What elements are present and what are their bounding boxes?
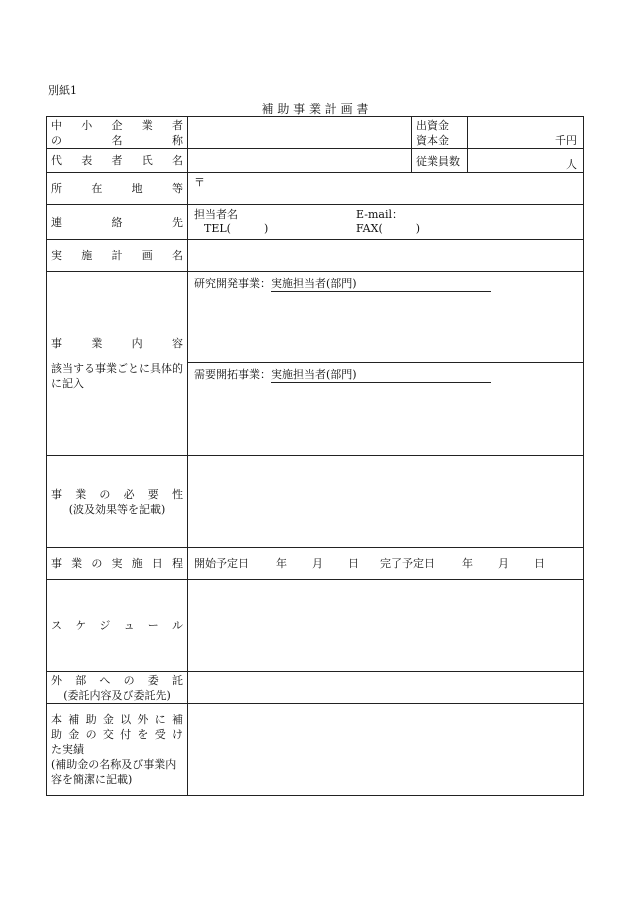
label-char: 施 [131,557,143,570]
row-representative [47,149,584,173]
label-char: 実 [51,249,62,262]
company-name-label [47,117,188,149]
address-field[interactable] [188,173,584,205]
label-char: 金 [102,713,114,726]
label-char: 代 [51,154,62,167]
start-label: 開始予定日 [194,556,249,570]
label-char: ジ [99,619,111,632]
label-text [51,215,183,230]
row-schedule [47,580,584,672]
label-char: 実 [111,557,123,570]
capital-unit: 千円 [555,134,577,147]
end-month: 月 [498,556,509,570]
form-title: 補 助 事 業 計 画 書 [261,102,369,116]
label-char: 事 [51,487,62,501]
necessity-label [47,456,188,548]
employees-label: 従業員数 [412,149,468,173]
label-text [51,248,183,263]
plan-name-label [47,240,188,272]
content-label [47,272,188,456]
start-year: 年 [276,556,287,570]
label-char: 画 [141,249,153,262]
schedule-label [47,580,188,672]
attachment-label: 別紙1 [48,84,77,97]
label-char: 内 [131,337,143,350]
label-char: 計 [111,249,123,262]
label-text [51,487,183,502]
label-char: 補 [171,713,183,726]
label-char: ュ [123,619,135,632]
label-char: 性 [171,487,183,501]
label-char: 託 [171,673,183,687]
dev-prefix: 需要開拓事業： [194,368,271,381]
label-char: 小 [81,118,93,132]
label-char: 業 [75,487,87,501]
label-char: 業 [71,557,83,570]
label-char: 外 [51,673,62,687]
label-char: 程 [171,557,183,570]
label-char: 称 [172,133,183,147]
label-char: に [154,713,166,726]
label-char: 本 [51,713,62,726]
label-char: 表 [81,154,93,167]
label-char: 必 [123,487,135,501]
content-note: 該当する事業ごとに具体的に記入 [51,362,183,390]
label-text [51,336,183,351]
postal-mark: 〒 [194,176,205,189]
label-char: の [85,728,97,741]
outsourcing-label [47,672,188,704]
label-char: ス [51,619,62,632]
company-name-field[interactable] [188,117,412,149]
start-day: 日 [348,556,359,570]
row-company [47,117,584,149]
row-contact [47,205,584,240]
rd-prefix: 研究開発事業： [194,277,271,290]
label-char: 容 [171,337,183,350]
label-char: 交 [102,728,114,741]
row-other-grants [47,704,584,796]
end-year: 年 [462,556,473,570]
necessity-field[interactable] [188,456,584,548]
label-char: 事 [51,557,62,570]
label-char: 者 [172,118,183,132]
label-char: を [137,728,149,741]
label-char: 受 [154,728,166,741]
label-char: 金 [68,728,80,741]
label-text [51,181,183,196]
schedule-field[interactable] [188,580,584,672]
outsourcing-field[interactable] [188,672,584,704]
outsourcing-note: (委託内容及び委託先) [63,688,171,702]
capital-field[interactable] [468,117,584,149]
row-necessity [47,456,584,548]
label-text [51,133,183,148]
label-char: け [171,728,183,741]
capital-label: 出資金 資本金 [412,117,468,149]
dev-section[interactable] [188,363,583,454]
label-char: ケ [75,619,87,632]
rd-section[interactable] [188,272,583,363]
label-char: 業 [91,337,103,350]
label-char: 先 [172,215,183,229]
label-char: 日 [151,557,163,570]
label-char: 助 [51,728,62,741]
label-char: 氏 [141,154,153,167]
label-char: ー [147,619,159,632]
label-char: 中 [51,118,62,132]
label-char: 企 [111,118,123,132]
label-char: 助 [85,713,97,726]
label-text [51,673,183,688]
dev-person: 実施担当者(部門) [271,366,491,383]
representative-label [47,149,188,173]
label-char: 者 [111,154,123,167]
label-char: 所 [51,182,62,195]
start-month: 月 [312,556,323,570]
label-char: 名 [172,249,183,262]
other-grants-note: (補助金の名称及び事業内容を簡潔に記載) [51,758,177,786]
contact-person: 担当者名 [194,208,238,221]
contact-fax: FAX( ) [356,222,421,235]
contact-tel: TEL( ) [204,222,269,235]
representative-field[interactable] [188,149,412,173]
plan-name-field[interactable] [188,240,584,272]
row-content [47,272,584,456]
employees-field[interactable] [468,149,584,173]
label-char: 要 [147,487,159,501]
row-dates [47,548,584,580]
label-char: 事 [51,337,62,350]
row-outsourcing [47,672,584,704]
label-char: 以 [120,713,132,726]
label-char: ル [171,619,183,632]
content-field [188,272,584,456]
end-label: 完了予定日 [380,556,435,570]
label-char: の [91,557,103,570]
row-address [47,173,584,205]
label-char: 地 [131,182,143,195]
rd-person: 実施担当者(部門) [271,275,491,292]
label-text [51,727,183,742]
other-grants-label: 本 補 助 金 以 外 に 補 助 金 の 交 付 を 受 け た実績 (補助金の名称及び事業内容を簡潔に記載) [47,704,188,796]
label-char: 名 [111,133,123,147]
label-char: 部 [75,673,87,687]
label-char: の [123,673,135,687]
label-char: 業 [141,118,153,132]
contact-field[interactable] [188,205,584,240]
label-text [51,712,183,727]
other-grants-field[interactable] [188,704,584,796]
label-char: 絡 [111,215,123,229]
label-char: 委 [147,673,159,687]
label-text [51,118,183,133]
label-char: 外 [137,713,149,726]
label-char: 名 [172,154,183,167]
label-text [51,153,183,168]
address-label [47,173,188,205]
label-char: 等 [171,182,183,195]
row-plan-name [47,240,584,272]
label-char: 補 [68,713,80,726]
label-char: へ [99,673,111,687]
necessity-note: (波及効果等を記載) [68,502,166,516]
employees-unit: 人 [566,158,577,171]
label-text [51,618,183,633]
label-char: の [99,487,111,501]
label-text [51,556,183,571]
plan-form-table [46,116,584,796]
dates-field[interactable] [188,548,584,580]
label-char: 在 [91,182,103,195]
end-day: 日 [534,556,545,570]
contact-email: E-mail： [356,208,403,221]
label-char: の [51,133,62,147]
label-char: 連 [51,215,62,229]
label-char: 施 [81,249,93,262]
contact-label [47,205,188,240]
label-char: 付 [120,728,132,741]
dates-label [47,548,188,580]
